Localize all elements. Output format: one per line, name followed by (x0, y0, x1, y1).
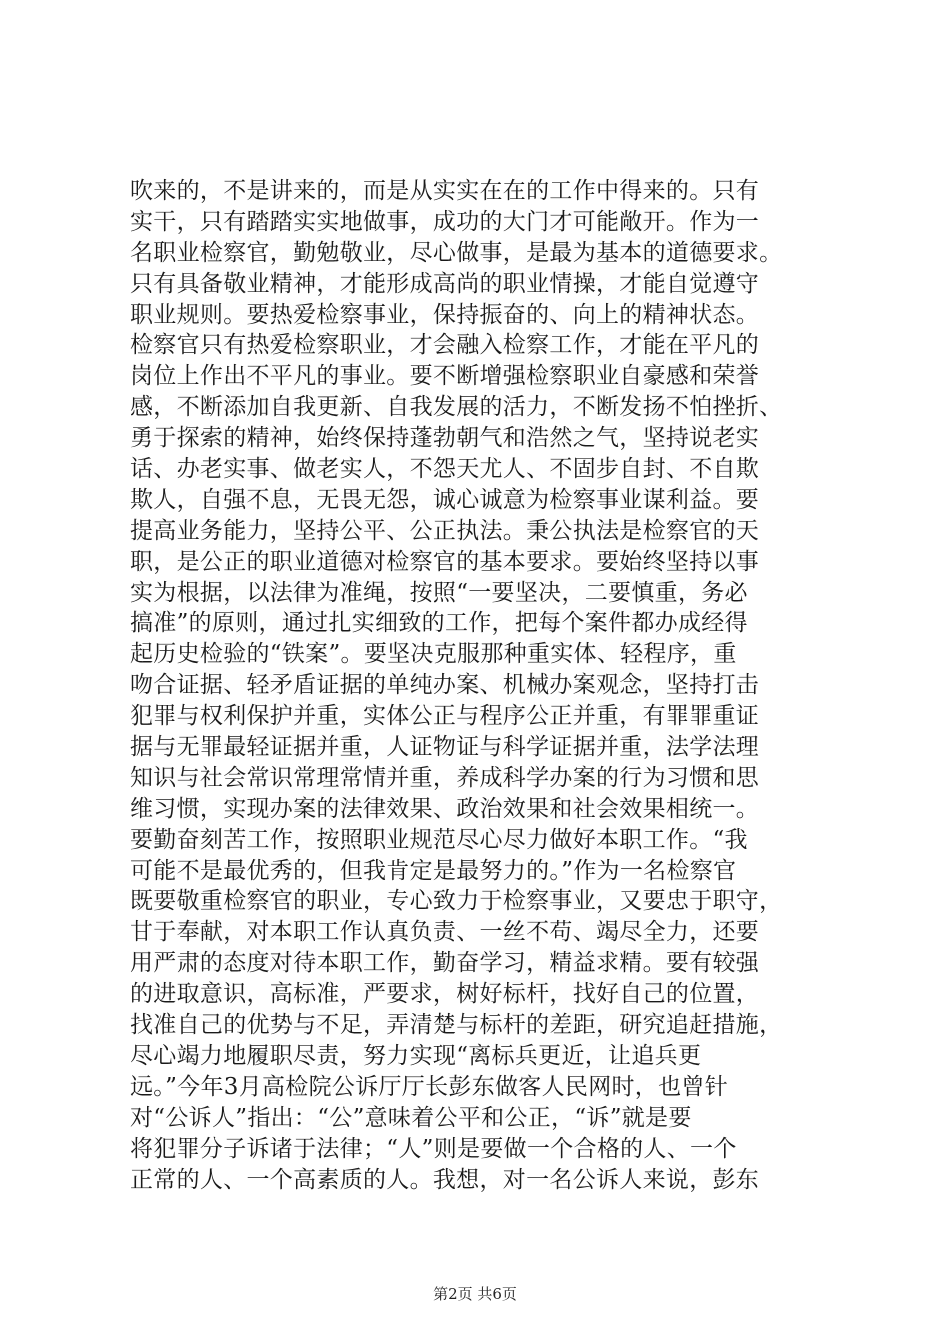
text-line: 犯罪与权利保护并重，实体公正与程序公正并重，有罪罪重证 (130, 703, 760, 730)
text-line: 实为根据，以法律为准绳，按照“一要坚决，二要慎重，务必 (130, 579, 748, 606)
text-line: 感，不断添加自我更新、自我发展的活力，不断发扬不怕挫折、 (130, 394, 783, 421)
text-line: 将犯罪分子诉诸于法律；“人”则是要做一个合格的人、一个 (130, 1135, 737, 1162)
text-line: 尽心竭力地履职尽责，努力实现“离标兵更近，让追兵更 (130, 1042, 702, 1069)
text-line: 职业规则。要热爱检察事业，保持振奋的、向上的精神状态。 (130, 301, 760, 328)
text-line: 要勤奋刻苦工作，按照职业规范尽心尽力做好本职工作。“我 (130, 826, 748, 853)
text-line: 知识与社会常识常理常情并重，养成科学办案的行为习惯和思 (130, 764, 760, 791)
text-line: 勇于探索的精神，始终保持蓬勃朝气和浩然之气，坚持说老实 (130, 425, 760, 452)
text-line: 远。”今年3月高检院公诉厅厅长彭东做客人民网时，也曾针 (130, 1073, 728, 1100)
text-line: 话、办老实事、做老实人，不怨天尤人、不固步自封、不自欺 (130, 456, 760, 483)
text-line: 实干，只有踏踏实实地做事，成功的大门才可能敞开。作为一 (130, 208, 760, 235)
page-number-label: 第2页 共6页 (433, 1285, 517, 1303)
text-line: 可能不是最优秀的，但我肯定是最努力的。”作为一名检察官 (130, 857, 737, 884)
text-line: 正常的人、一个高素质的人。我想，对一名公诉人来说，彭东 (130, 1166, 760, 1193)
text-line: 提高业务能力，坚持公平、公正执法。秉公执法是检察官的天 (130, 517, 760, 544)
text-line: 搞准”的原则，通过扎实细致的工作，把每个案件都办成经得 (130, 610, 748, 637)
text-line: 起历史检验的“铁案”。要坚决克服那种重实体、轻程序，重 (130, 641, 737, 668)
text-line: 的进取意识，高标准，严要求，树好标杆，找好自己的位置， (130, 981, 760, 1008)
page-footer (0, 1283, 950, 1304)
body-text (130, 176, 830, 1195)
text-line: 用严肃的态度对待本职工作，勤奋学习，精益求精。要有较强 (130, 950, 760, 977)
text-line: 维习惯，实现办案的法律效果、政治效果和社会效果相统一。 (130, 795, 760, 822)
text-line: 职，是公正的职业道德对检察官的基本要求。要始终坚持以事 (130, 548, 760, 575)
text-line: 检察官只有热爱检察职业，才会融入检察工作，才能在平凡的 (130, 332, 760, 359)
text-line: 吻合证据、轻矛盾证据的单纯办案、机械办案观念，坚持打击 (130, 672, 760, 699)
text-line: 既要敬重检察官的职业，专心致力于检察事业，又要忠于职守， (130, 888, 783, 915)
text-line: 只有具备敬业精神，才能形成高尚的职业情操，才能自觉遵守 (130, 270, 760, 297)
text-line: 吹来的，不是讲来的，而是从实实在在的工作中得来的。只有 (130, 178, 760, 204)
text-line: 找准自己的优势与不足，弄清楚与标杆的差距，研究追赶措施， (130, 1012, 783, 1039)
text-line: 甘于奉献，对本职工作认真负责、一丝不苟、竭尽全力，还要 (130, 919, 760, 946)
text-line: 欺人，自强不息，无畏无怨，诚心诚意为检察事业谋利益。要 (130, 486, 760, 513)
text-line: 岗位上作出不平凡的事业。要不断增强检察职业自豪感和荣誉 (130, 363, 760, 390)
text-line: 据与无罪最轻证据并重，人证物证与科学证据并重，法学法理 (130, 734, 760, 761)
text-line: 对“公诉人”指出：“公”意味着公平和公正，“诉”就是要 (130, 1104, 692, 1131)
text-line: 名职业检察官，勤勉敬业，尽心做事，是最为基本的道德要求。 (130, 239, 783, 266)
